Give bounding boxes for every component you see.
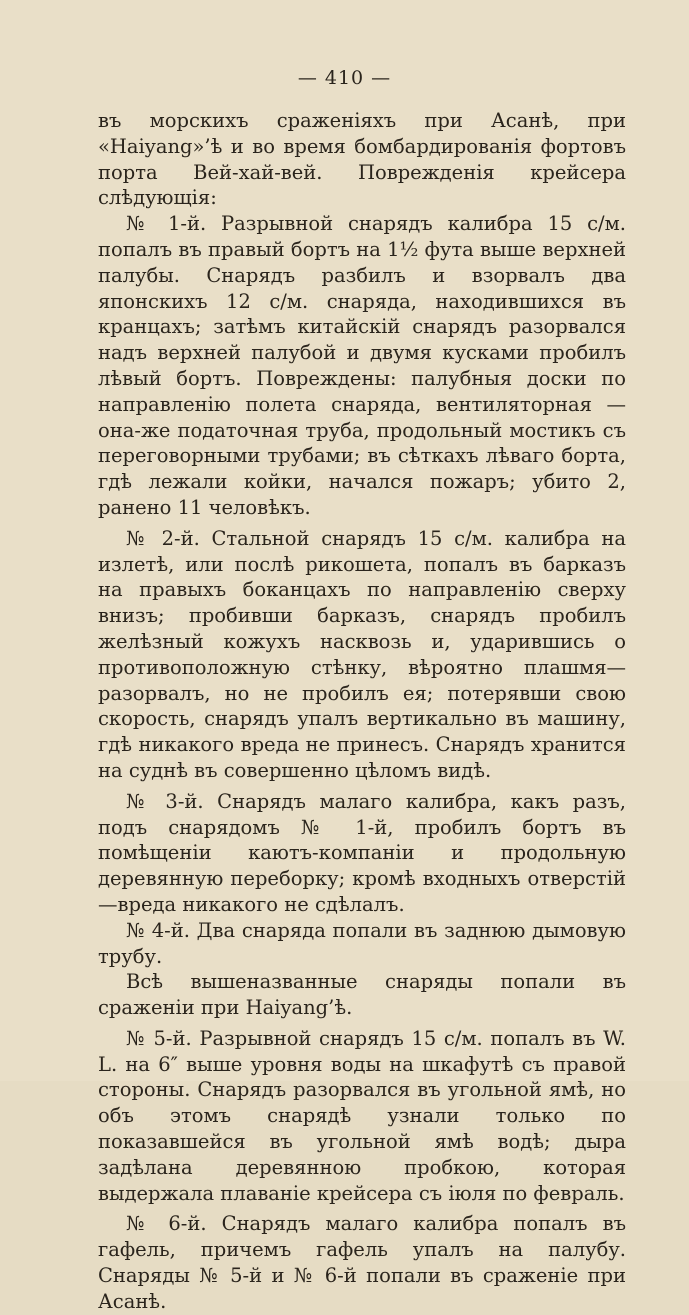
paragraph-hit-3: № 3-й. Снарядъ малаго калибра, какъ разъ, подъ снарядомъ № 1-й, пробилъ бортъ въ помѣщеніи каютъ-компаніи и продольную деревянную переборку; кромѣ входныхъ отверстій—вреда никакого не сдѣлалъ. bbox=[98, 789, 626, 916]
paragraph-summary: Всѣ вышеназванные снаряды попали въ сраженіи при Haiyang’ѣ. bbox=[98, 970, 626, 1020]
paragraph-hit-5: № 5-й. Разрывной снарядъ 15 с/м. попалъ въ W. L. на 6″ выше уровня воды на шкафутѣ съ правой стороны. Снарядъ разорвался въ угольной ямѣ, но объ этомъ снарядѣ узнали только по показавшейся въ угольной ямѣ водѣ; дыра задѣлана деревянною пробкою, которая выдержала плаваніе крейсера съ іюля по февраль. bbox=[98, 1026, 626, 1205]
body-text bbox=[98, 108, 626, 1315]
paragraph-hit-6: № 6-й. Снарядъ малаго калибра попалъ въ гафель, причемъ гафель упалъ на палубу. Снаряды № 5-й и № 6-й попали въ сраженіе при Асанѣ. bbox=[98, 1212, 626, 1313]
paragraph-hit-1: № 1-й. Разрывной снарядъ калибра 15 с/м. попалъ въ правый бортъ на 1½ фута выше верхней палубы. Снарядъ разбилъ и взорвалъ два японскихъ 12 с/м. снаряда, находившихся въ кранцахъ; затѣмъ китайскій снарядъ разорвался надъ верхней палубой и двумя кусками пробилъ лѣвый бортъ. Повреждены: палубныя доски по направленію полета снаряда, вентиляторная — она-же податочная труба, продольный мостикъ съ переговорными трубами; въ сѣткахъ лѣваго борта, гдѣ лежали койки, начался пожаръ; убито 2, ранено 11 человѣкъ. bbox=[98, 212, 626, 519]
paragraph-hit-4: № 4-й. Два снаряда попали въ заднюю дымовую трубу. bbox=[98, 918, 626, 968]
paragraph-intro: въ морскихъ сраженіяхъ при Асанѣ, при «Haiyang»’ѣ и во время бомбардированія фортовъ порта Вей-хай-вей. Поврежденія крейсера слѣдующія: bbox=[98, 109, 626, 210]
paragraph-hit-2: № 2-й. Стальной снарядъ 15 с/м. калибра на излетѣ, или послѣ рикошета, попалъ въ барказъ на правыхъ боканцахъ по направленію сверху внизъ; пробивши барказъ, снарядъ пробилъ желѣзный кожухъ насквозь и, ударившись о противоположную стѣнку, вѣроятно плашмя—разорвалъ, но не пробилъ ея; потерявши свою скорость, снарядъ упалъ вертикально въ машину, гдѣ никакого вреда не принесъ. Снарядъ хранится на суднѣ въ совершенно цѣломъ видѣ. bbox=[98, 526, 626, 782]
page-number: — 410 — bbox=[297, 67, 392, 89]
